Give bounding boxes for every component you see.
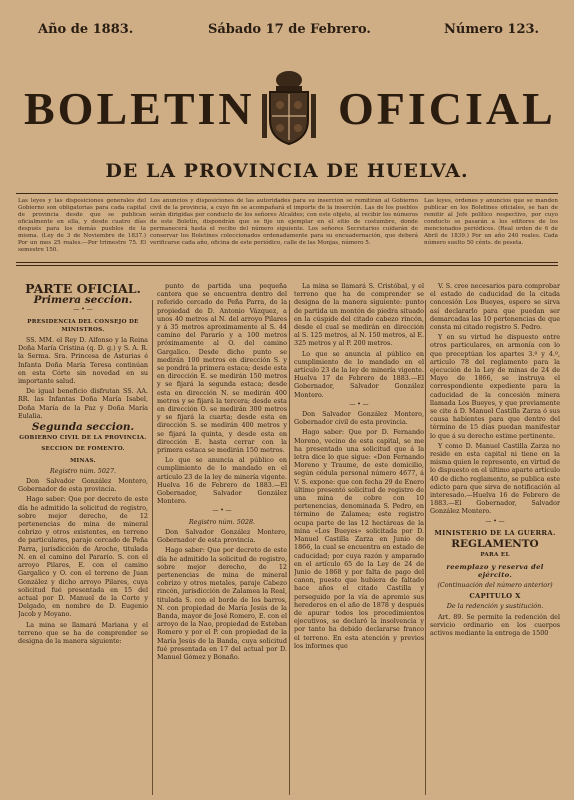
column-1 xyxy=(18,282,148,795)
heading-reglamento: REGLAMENTO xyxy=(451,538,539,551)
paragraph: Y en su virtud he dispuesto entre otros particulares, en armonía con lo que preceptúan los apartes 3.º y 4.º, artículo 78 del reglamento para la ejecución de la Ley de minas de 24 de Mayo de 1866, se instruya el correspondiente expediente para la caducidad de la concesión minera llamada Los Bueyes, y que previamente se cite á D. Manuel Castilla Zarza ó sus causa habientes para que dentro del término de 15 días puedan manifestar lo que á su derecho estime pertinente. xyxy=(430,333,560,440)
notice-right: Las leyes, órdenes y anuncios que se manden publicar en los Boletines oficiales, se han de remitir al Jefe político respectivo, por cuyo conducto se pasarán a los editores de los mencionados periódicos. (Real orden de 6 de Abril de 1839.) Por un año 240 reales. Cada número suelto 50 cénts. de peseta. xyxy=(424,198,558,246)
column-3 xyxy=(294,282,424,795)
masthead-word-boletin: BOLETIN xyxy=(24,83,255,134)
paragraph: La mina se llamará S. Cristóbal, y el terreno que ha de comprender se designa de la manera siguiente: punto de partida un montón de piedra situado en la cúspide del citado cabezo rincón, desde el cual se medirán en dirección al S. 125 metros, al N. 150 metros, al E. 325 metros y al P. 200 metros. xyxy=(294,282,424,348)
paragraph: SS. MM. el Rey D. Alfonso y la Reina Doña María Cristina (q. D. g.) y S. A. R. la Serma. Sra. Princesa de Asturias é Infanta Doña María Teresa continúan en esta Córte sin novedad en su importante salud. xyxy=(18,336,148,386)
heading-para-el: PARA EL xyxy=(480,552,510,559)
column-divider-2 xyxy=(289,300,290,795)
column-divider-1 xyxy=(152,300,153,795)
divider-notices-double xyxy=(16,265,558,266)
section-parte-oficial: PARTE OFICIAL. xyxy=(25,282,141,296)
column-2 xyxy=(157,282,287,795)
continuation-note: (Continuación del número anterior) xyxy=(437,580,553,589)
notice-left: Las leyes y las disposiciones generales del Gobierno son obligatorias para cada capital de provincia desde que se publican oficialmente en ella, y desde cuatro días después para los demás pueblos de la misma. (Ley de 3 de Noviembre de 1837.) Por un mes 25 reales.—Por trimestre 75. El semestre 150. xyxy=(18,198,146,253)
issue-date: Sábado 17 de Febrero. xyxy=(208,22,371,37)
column-divider-3 xyxy=(425,300,426,795)
paragraph: Lo que se anuncia al público en cumplimiento de lo mandado en el artículo 23 de la ley de minería vigente. Huelva 17 de Febrero de 1883.—El Gobernador, Salvador González Montero. xyxy=(294,349,424,399)
royal-seal-icon xyxy=(258,68,320,148)
paragraph: Hago saber: Que por decreto de este día he admitido la solicitud de registro, sobre mejor derecho, de 12 pertenencias de mina de mineral cobrizo y otros metales, paraje Cabezo rincón, jurisdicción de Zalamea la Real, titulada S. con el borde de los barros, N. con propiedad de María Jesús de la Banda, mayor de José Romero, E. con el arroyo de la Nao, propiedad de Esteban Romero y por el P. con propiedad de la María Jesús de la Banda, cuya solicitud fué presentada en 17 del actual por D. Manuel Gómez y Bonaño. xyxy=(157,546,287,661)
notice-center: Los anuncios y disposiciones de las autoridades para su inserción se remitirán al Gobierno civil de la provincia, a cuyo fin se acompañará el importe de la inserción. Las de los pueblos serán dirigidas por conducto de los señores Alcaldes; con este objeto, al recibir los números de este Boletín, dispondrán que se fije un ejemplar en el sitio de costumbre, donde permanecerá hasta el recibo del número siguiente. Los señores Secretarios cuidarán de conservar los Boletines coleccionados ordenadamente para su encuadernación, que deberá verificarse cada año, oficina de este periódico, calle de las Monjas, número 5. xyxy=(150,198,418,246)
author-line: Don Salvador González Montero, Gobernador de esta provincia. xyxy=(18,477,148,494)
heading-redencion: De la redención y sustitución. xyxy=(446,602,544,611)
author-line: Don Salvador González Montero, Gobernador civil de esta provincia. xyxy=(294,410,424,427)
paragraph: Y como D. Manuel Castilla Zarza no reside en esta capital ni tiene en la misma quien le represente, en virtud de lo dispuesto en el último aparte artículo 40 de dicho reglamento, se publica este edicto para que sirva de notificación al interesado.—Huelva 16 de Febrero de 1883.—El Gobernador, Salvador González Montero. xyxy=(430,441,560,516)
heading-gobierno-civil: GOBIERNO CIVIL DE LA PROVINCIA. xyxy=(19,435,147,442)
section-segunda: Segunda seccion. xyxy=(31,421,135,434)
paragraph: punto de partida una pequeña cantera que se encuentra dentro del referido cercado de Peña Parra, de la propiedad de D. Antonio Vázquez, a unos 40 metros al N. del arroyo Pilares y á 35 metros aproximamente al S. 44 camino del Pararío y a 100 metros próximamente al O. del camino Gargalico. Desde dicho punto se medirán 100 metros en dirección S. y se pondrá la primera estaca; desde esta en dirección E. se medirán 150 metros y se fijará la segunda estaca; desde esta en dirección N. se medirán 400 metros y se fijará la tercera; desde esta en dirección O. se medirán 300 metros y se fijará la cuarta; desde esta en dirección S. se medirán 400 metros y se fijará la quinta, y desde esta en dirección E. hasta cerrar con la primera estaca se medirán 150 metros. xyxy=(157,282,287,455)
masthead-subtitle: DE LA PROVINCIA DE HUELVA. xyxy=(105,160,469,182)
heading-capitulo: CAPITULO X xyxy=(469,592,521,601)
heading-fomento: SECCION DE FOMENTO. xyxy=(41,446,125,453)
paragraph: V. S. cree necesarios para comprobar el estado de caducidad de la citada concesión Los Bueyes, espero se sirva así declararlo para que puedan ser demarcadas las 10 pertenencias de que consta mi citado registro S. Pedro. xyxy=(430,282,560,332)
paragraph: La mina se llamará Mariana y el terreno que se ha de comprender se designa de la manera siguiente: xyxy=(18,620,148,645)
heading-minas: MINAS. xyxy=(70,457,96,464)
masthead-word-oficial: OFICIAL xyxy=(338,83,556,134)
section-primera: Primera seccion. xyxy=(33,294,133,307)
ornament-dash: — • — xyxy=(73,306,93,314)
registro-number: Registro núm. 5027. xyxy=(49,466,117,475)
author-line: Don Salvador González Montero, Gobernador de esta provincia. xyxy=(157,527,287,545)
heading-reemplazo: reemplazo y reserva del ejército. xyxy=(446,562,544,579)
registro-number: Registro núm. 5028. xyxy=(188,517,256,526)
column-4 xyxy=(430,282,560,795)
paragraph: Art. 89. Se permite la redención del servicio ordinario en los cuerpos activos mediante la entrega de 1500 xyxy=(430,612,560,637)
issue-year: Año de 1883. xyxy=(38,22,134,37)
heading-presidencia: PRESIDENCIA DEL CONSEJO DE MINISTROS. xyxy=(27,318,139,333)
ornament-dash: — • — xyxy=(349,400,369,408)
paragraph: Hago saber: Que por decreto de este día he admitido la solicitud de registro, sobre mejor derecho, de 12 pertenencias de mina de mineral cobrizo y otros existentes, en terreno de particulares, paraje cercado de Peña Parra, jurisdicción de Aroche, titulada N. en el camino del Pararío. S. con el arroyo Pilares, E. con el camino Gargalico y O. con el terreno de Juan González y dicho arroyo Pilares, cuya solicitud fué presentada en 15 del actual por D. Manuel de la Corte y Delgado, en nombre de D. Eugenio Jacob y Moyano. xyxy=(18,495,148,619)
paragraph: Hago saber: Que por D. Fernando Moreno, vecino de esta capital, se me ha presentado una solicitud que á la letra dice lo que sigue: «Don Fernando Moreno y Traume, de este domicilio, según cédula personal número 4677, á V. S. expone: que con fecha 29 de Enero último presentó solicitud de registro de una mina de cobre con 10 pertenencias, denominada S. Pedro, en término de Zalamea; este registro ocupa parte de las 12 hectáreas de la mina «Los Bueyes» solicitada por D. Manuel Castilla Zarza en Junio de 1866, la cual se encuentra en estado de caducidad; por cuya razón y amparado en el artículo 65 de la Ley de 24 de Junio de 1868 y por falta de pago del canon, puesto que hubiera de faltado hace años el citado Castilla y perseguido por la vía de apremio sus herederos en el año de 1878 y después de apurar todos los procedimientos ejecutivos, se declaró la insolvencia y por tanto ha debido declararse franco el terreno. En esta atención y previos los informes que xyxy=(294,428,424,650)
ornament-dash: — • — xyxy=(485,517,505,525)
divider-notices xyxy=(16,262,558,263)
masthead xyxy=(20,60,554,160)
ornament-dash: — • — xyxy=(212,507,232,515)
issue-number: Número 123. xyxy=(444,22,540,37)
paragraph: Lo que se anuncia al público en cumplimiento de lo mandado en el artículo 23 de la ley de minería vigente. Huelva 16 de Febrero de 1883.—El Gobernador, Salvador González Montero. xyxy=(157,456,287,506)
heading-ministerio-guerra: MINISTERIO DE LA GUERRA. xyxy=(434,528,556,537)
divider-top xyxy=(16,193,558,194)
paragraph: De igual beneficio disfrutan SS. AA. RR. las Infantas Doña María Isabel, Doña María de la Paz y Doña María Eulalia. xyxy=(18,387,148,420)
